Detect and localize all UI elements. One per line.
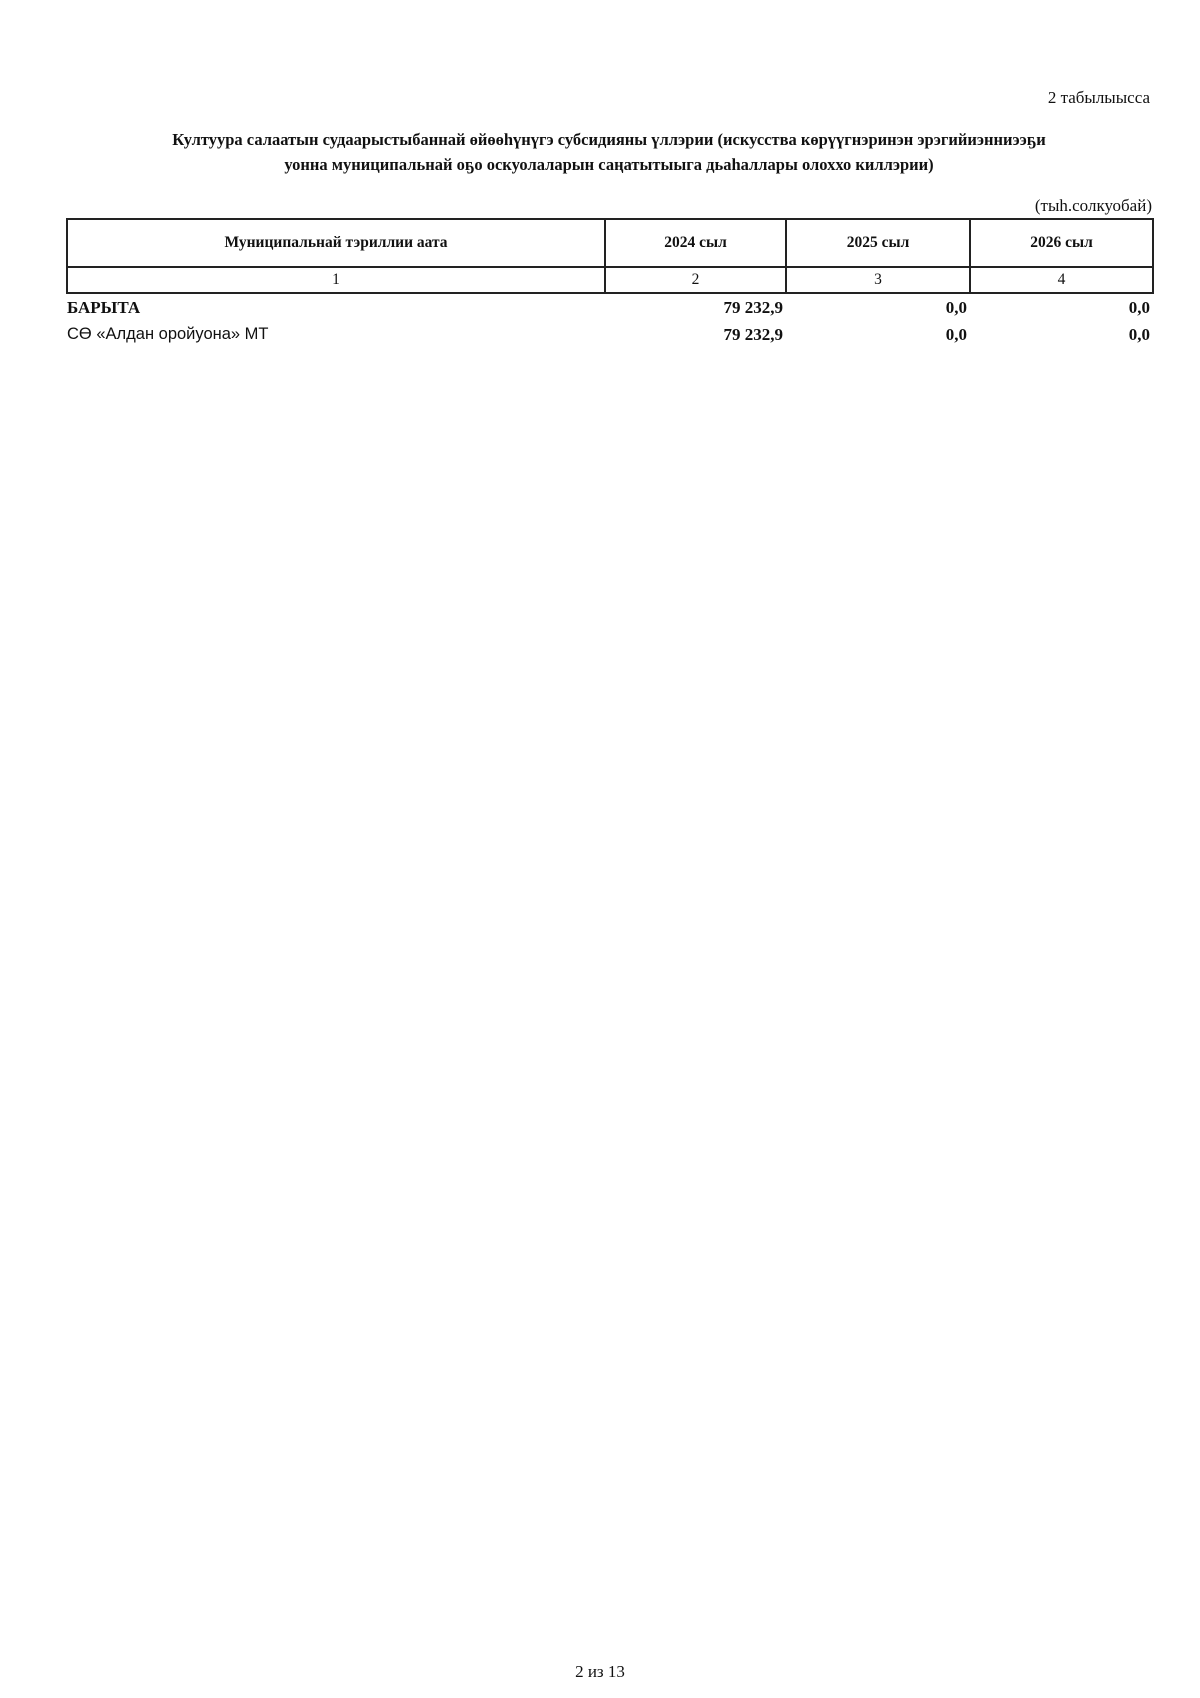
row-value-2024: 79 232,9: [723, 297, 783, 317]
units-label: (тыh.солкуобай): [1034, 196, 1152, 215]
row-value-2024: 79 232,9: [723, 324, 783, 344]
row-name: СӨ «Алдан оройуона» МТ: [67, 325, 269, 343]
appendix-label: 2 табылыысса: [1047, 88, 1150, 107]
row-value-2025: 0,0: [945, 324, 967, 344]
header-2026: 2026 сыл: [970, 219, 1153, 267]
column-number-4: 4: [970, 267, 1153, 293]
table-row-municipality: [67, 321, 1153, 348]
column-number-2: 2: [605, 267, 786, 293]
document-title: [66, 127, 1152, 177]
column-number-1: 1: [67, 267, 605, 293]
row-name: БАРЫТА: [67, 297, 141, 317]
row-value-2025: 0,0: [945, 297, 967, 317]
page-number: 2 из 13: [575, 1662, 625, 1681]
row-value-2026: 0,0: [1128, 324, 1150, 344]
table-row-total: [67, 293, 1153, 321]
subsidy-table: [66, 218, 1154, 348]
header-municipality: Муниципальнай тэриллии аата: [67, 219, 605, 267]
table-header-row: [67, 219, 1153, 267]
column-number-row: [67, 267, 1153, 293]
title-line-1: Култуура салаатын судаарыстыбаннай өйөөһүнүгэ субсидияны үллэрии (искусства көрүүгнэринэн эрэгийиэнниээҕи: [172, 130, 1046, 149]
header-2024: 2024 сыл: [605, 219, 786, 267]
row-value-2026: 0,0: [1128, 297, 1150, 317]
title-line-2: уонна муниципальнай оҕо оскуолаларын саңатытыыга дьаһаллары олоххо киллэрии): [284, 155, 934, 174]
header-2025: 2025 сыл: [786, 219, 970, 267]
column-number-3: 3: [786, 267, 970, 293]
